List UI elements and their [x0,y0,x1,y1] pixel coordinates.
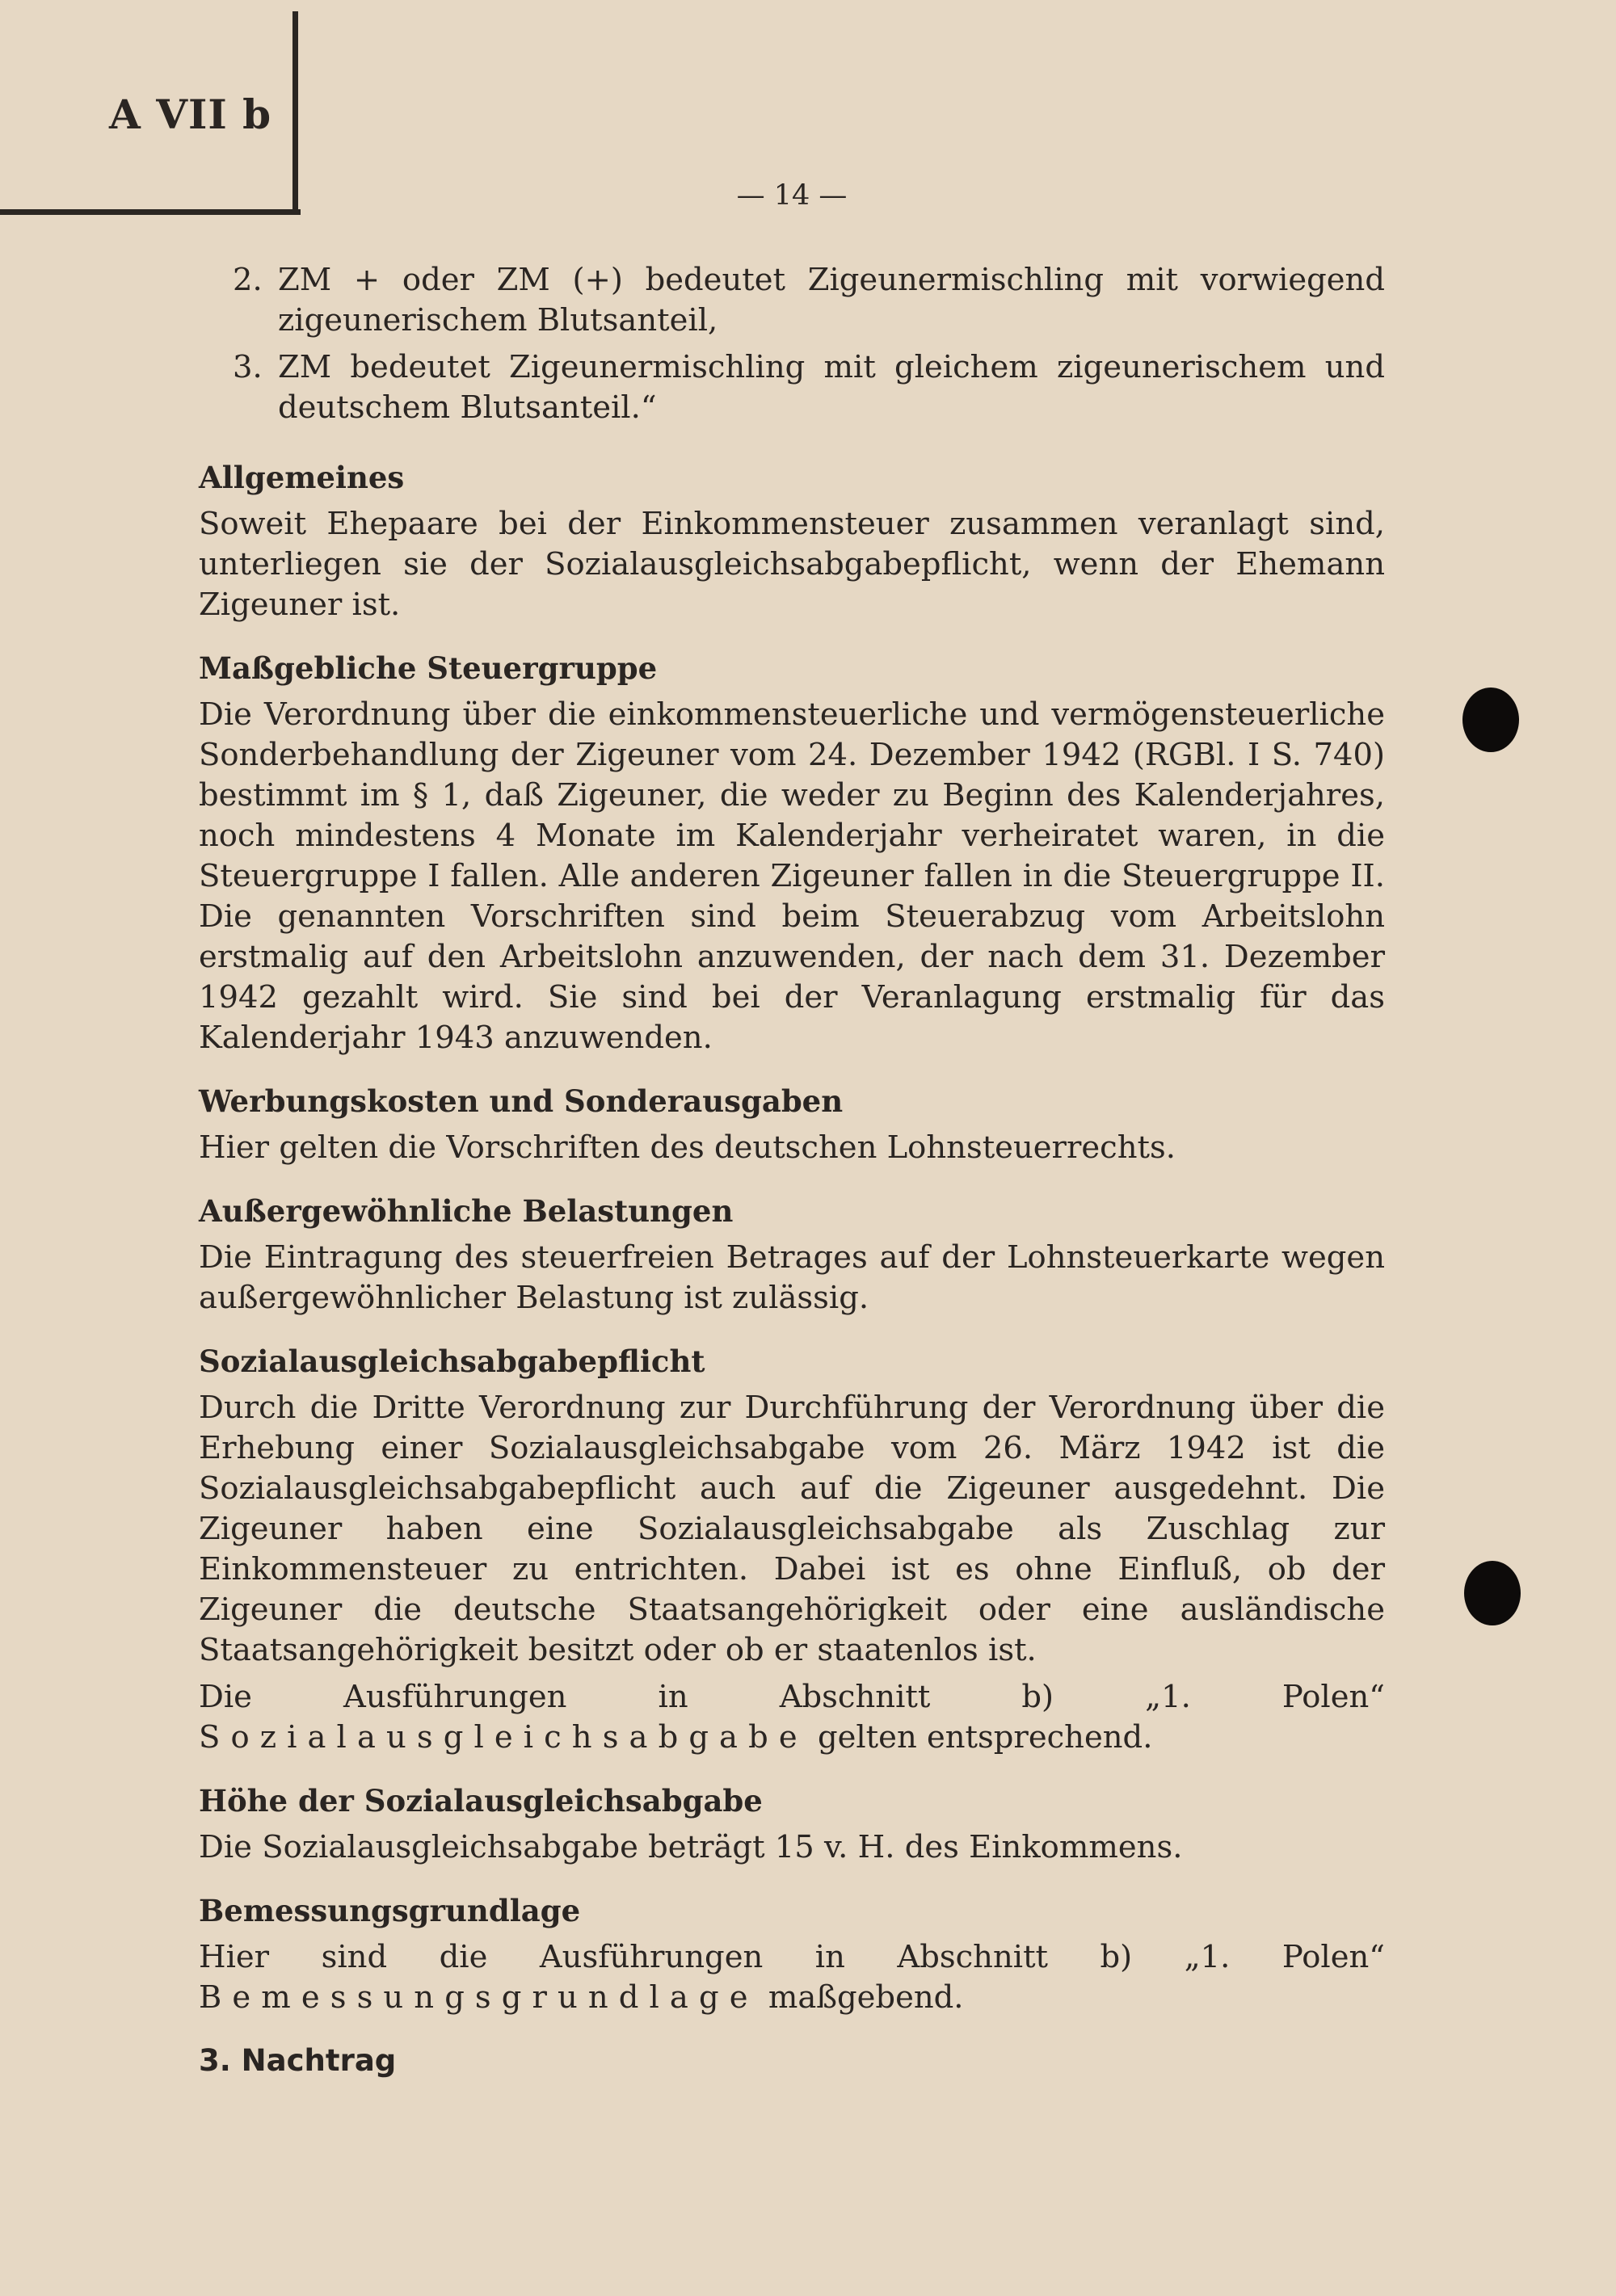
spaced-term: Bemessungsgrundlage [199,1979,759,2016]
heading-abgabepflicht: Sozialausgleichsabgabepflicht [199,1344,705,1379]
punch-hole-bottom [1464,1561,1521,1625]
heading-steuergruppe: Maßgebliche Steuergruppe [199,650,658,686]
reference-text: gelten entsprechend. [807,1719,1153,1756]
paragraph: Die Eintragung des steuerfreien Betrages auf der Lohnsteuerkarte wegen außergewöhnlicher Belastung ist zulässig. [199,1239,1385,1316]
section-label: A VII b [109,90,272,138]
heading-allgemeines: Allgemeines [199,460,405,495]
list-item [199,347,1385,428]
page-body [199,260,1385,2088]
heading-werbungskosten: Werbungskosten und Sonderausgaben [199,1083,844,1119]
reference-text: maßgebend. [758,1979,964,2016]
paragraph: Die Verordnung über die einkommensteuerliche und vermögensteuerliche Sonderbehandlung der Zigeuner vom 24. Dezember 1942 (RGBl. I S. 740) bestimmt im § 1, daß Zigeuner, die weder zu Beginn des Kalenderjahres, noch mindestens 4 Monate im Kalenderjahr verheiratet waren, in die Steuergruppe I fallen. Alle anderen Zigeuner fallen in die Steuergruppe II. Die genannten Vorschriften sind beim Steuerabzug vom Arbeitslohn erstmalig auf den Arbeitslohn anzuwenden, der nach dem 31. Dezember 1942 gezahlt wird. Sie sind bei der Veranlagung erstmalig für das Kalenderjahr 1943 anzuwenden. [199,696,1385,1056]
list-item-text: ZM + oder ZM (+) bedeutet Zigeunermischling mit vorwiegend zigeunerischem Blutsanteil, [278,262,1385,339]
list-item-number: 3. [233,349,263,385]
heading-bemessungsgrundlage: Bemessungsgrundlage [199,1893,581,1928]
list-item [199,260,1385,341]
paragraph: Durch die Dritte Verordnung zur Durchführung der Verordnung über die Erhebung einer Sozialausgleichsabgabe vom 26. März 1942 ist die Sozialausgleichsabgabepflicht auch auf die Zigeuner ausgedehnt. Die Zigeuner haben eine Sozialausgleichsabgabe als Zuschlag zur Einkommensteuer zu entrichten. Dabei ist es ohne Einfluß, ob der Zigeuner die deutsche Staatsangehörigkeit oder eine ausländische Staatsangehörigkeit besitzt oder ob er staatenlos ist. [199,1390,1385,1668]
paragraph: Die Sozialausgleichsabgabe beträgt 15 v. H. des Einkommens. [199,1829,1183,1865]
reference-paragraph [199,1937,1385,2018]
reference-text: Die Ausführungen in Abschnitt b) „1. Polen“ [199,1679,1385,1715]
spaced-term: Sozialausgleichsabgabe [199,1719,808,1756]
paragraph: Hier gelten die Vorschriften des deutschen Lohnsteuerrechts. [199,1129,1176,1166]
page-number: — 14 — [736,179,848,212]
reference-text: Hier sind die Ausführungen in Abschnitt b) „1. Polen“ [199,1939,1385,1975]
reference-paragraph [199,1677,1385,1758]
list-item-number: 2. [233,262,263,298]
list-item-text: ZM bedeutet Zigeunermischling mit gleichem zigeunerischem und deutschem Blutsanteil.“ [278,349,1385,426]
paragraph: Soweit Ehepaare bei der Einkommensteuer zusammen veranlagt sind, unterliegen sie der Sozialausgleichsabgabepflicht, wenn der Ehemann Zigeuner ist. [199,506,1385,623]
heading-hoehe: Höhe der Sozialausgleichsabgabe [199,1783,763,1819]
heading-nachtrag: 3. Nachtrag [199,2043,397,2078]
punch-hole-top [1462,688,1519,752]
heading-belastungen: Außergewöhnliche Belastungen [199,1193,734,1229]
